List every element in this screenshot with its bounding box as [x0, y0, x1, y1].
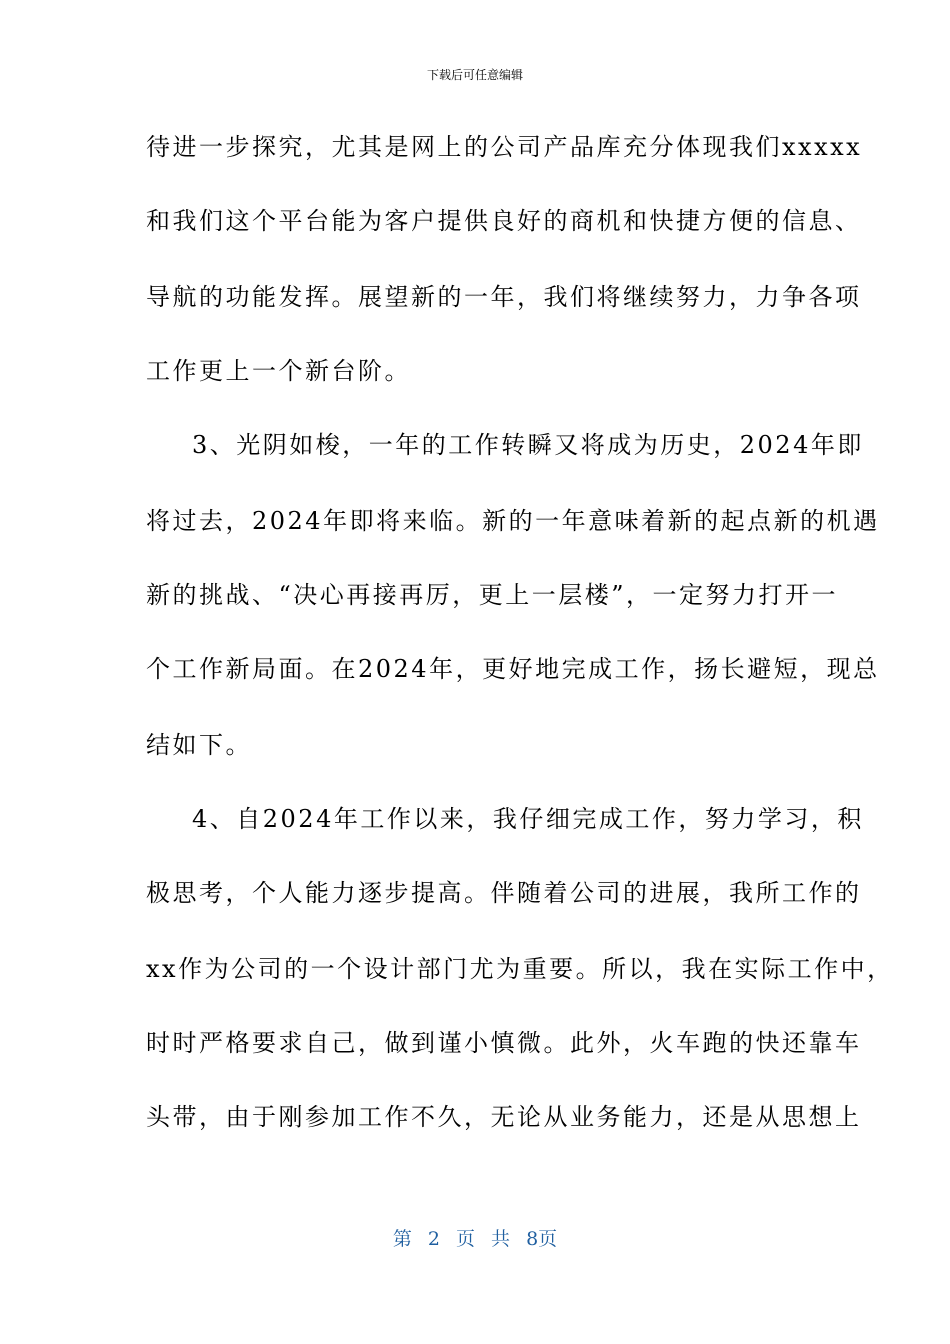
paragraph-4-line-2: 极思考，个人能力逐步提高。伴随着公司的进展，我所工作的 — [146, 879, 862, 907]
paragraph-3-line-4: 个工作新局面。在2024年，更好地完成工作，扬长避短，现总 — [146, 655, 880, 683]
paragraph-4-line-4: 时时严格要求自己，做到谨小慎微。此外，火车跑的快还靠车 — [146, 1029, 862, 1057]
body-line-4: 工作更上一个新台阶。 — [146, 357, 411, 385]
paragraph-3-line-1: 3、光阴如梭，一年的工作转瞬又将成为历史，2024年即 — [192, 431, 864, 459]
paragraph-3-line-3: 新的挑战、“决心再接再厉，更上一层楼”，一定努力打开一 — [146, 581, 839, 609]
body-line-1: 待进一步探究，尤其是网上的公司产品库充分体现我们xxxxx — [146, 133, 863, 161]
paragraph-4-line-3: xx作为公司的一个设计部门尤为重要。所以，我在实际工作中， — [146, 955, 894, 983]
body-line-2: 和我们这个平台能为客户提供良好的商机和快捷方便的信息、 — [146, 207, 862, 235]
paragraph-3-line-5: 结如下。 — [146, 731, 252, 759]
paragraph-4-line-5: 头带，由于刚参加工作不久，无论从业务能力，还是从思想上 — [146, 1103, 862, 1131]
page-header-note: 下载后可任意编辑 — [426, 68, 523, 82]
paragraph-4-line-1: 4、自2024年工作以来，我仔细完成工作，努力学习，积 — [192, 805, 864, 833]
body-line-3: 导航的功能发挥。展望新的一年，我们将继续努力，力争各项 — [146, 283, 862, 311]
page-number-footer: 第 2 页 共 8页 — [392, 1228, 558, 1250]
paragraph-3-line-2: 将过去，2024年即将来临。新的一年意味着新的起点新的机遇 — [146, 507, 880, 535]
